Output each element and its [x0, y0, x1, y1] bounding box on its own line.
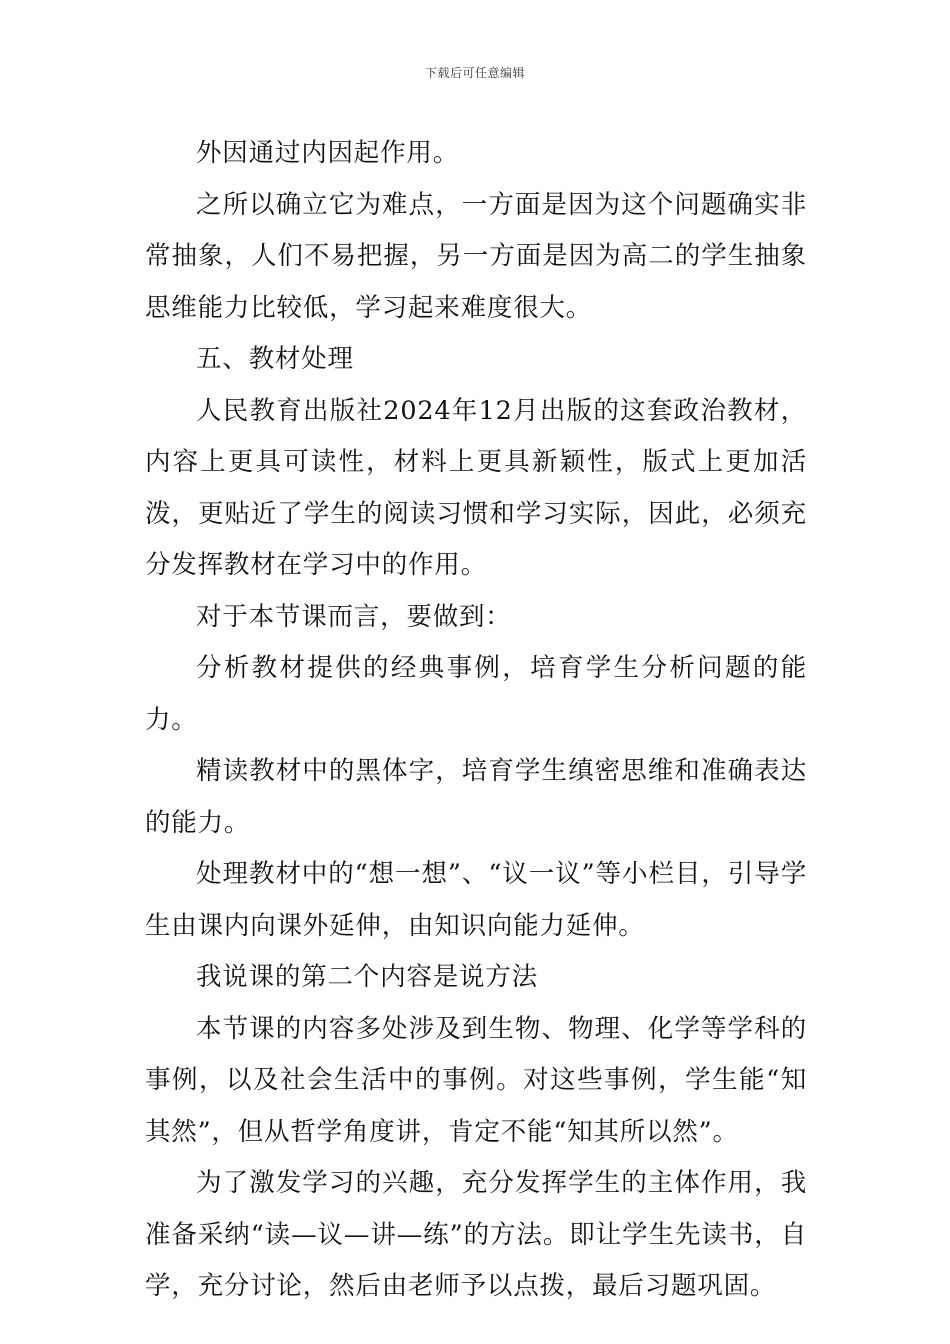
paragraph: 精读教材中的黑体字，培育学生缜密思维和准确表达的能力。 — [145, 756, 807, 838]
page-header: 下载后可任意编辑 — [424, 66, 525, 80]
paragraph: 对于本节课而言，要做到： — [196, 601, 512, 632]
paragraph: 外因通过内因起作用。 — [196, 138, 460, 168]
section-heading: 五、教材处理 — [196, 344, 354, 374]
paragraph: 之所以确立它为难点，一方面是因为这个问题确实非常抽象，人们不易把握，另一方面是因为高二的学生抽象思维能力比较低，学习起来难度很大。 — [145, 189, 807, 323]
section-heading: 我说课的第二个内容是说方法 — [196, 962, 538, 992]
document-body — [145, 128, 807, 1313]
paragraph: 分析教材提供的经典事例，培育学生分析问题的能力。 — [145, 653, 807, 735]
paragraph: 为了激发学习的兴趣，充分发挥学生的主体作用，我准备采纳“读—议—讲—练”的方法。即让学生先读书，自学，充分讨论，然后由老师予以点拨，最后习题巩固。 — [145, 1168, 807, 1301]
paragraph: 人民教育出版社2024年12月出版的这套政治教材，内容上更具可读性，材料上更具新颖性，版式上更加活泼，更贴近了学生的阅读习惯和学习实际，因此，必须充分发挥教材在学习中的作用。 — [145, 395, 807, 580]
paragraph: 本节课的内容多处涉及到生物、物理、化学等学科的事例，以及社会生活中的事例。对这些事例，学生能“知其然”，但从哲学角度讲，肯定不能“知其所以然”。 — [145, 1013, 807, 1147]
paragraph: 处理教材中的“想一想”、“议一议”等小栏目，引导学生由课内向课外延伸，由知识向能力延伸。 — [145, 859, 807, 941]
